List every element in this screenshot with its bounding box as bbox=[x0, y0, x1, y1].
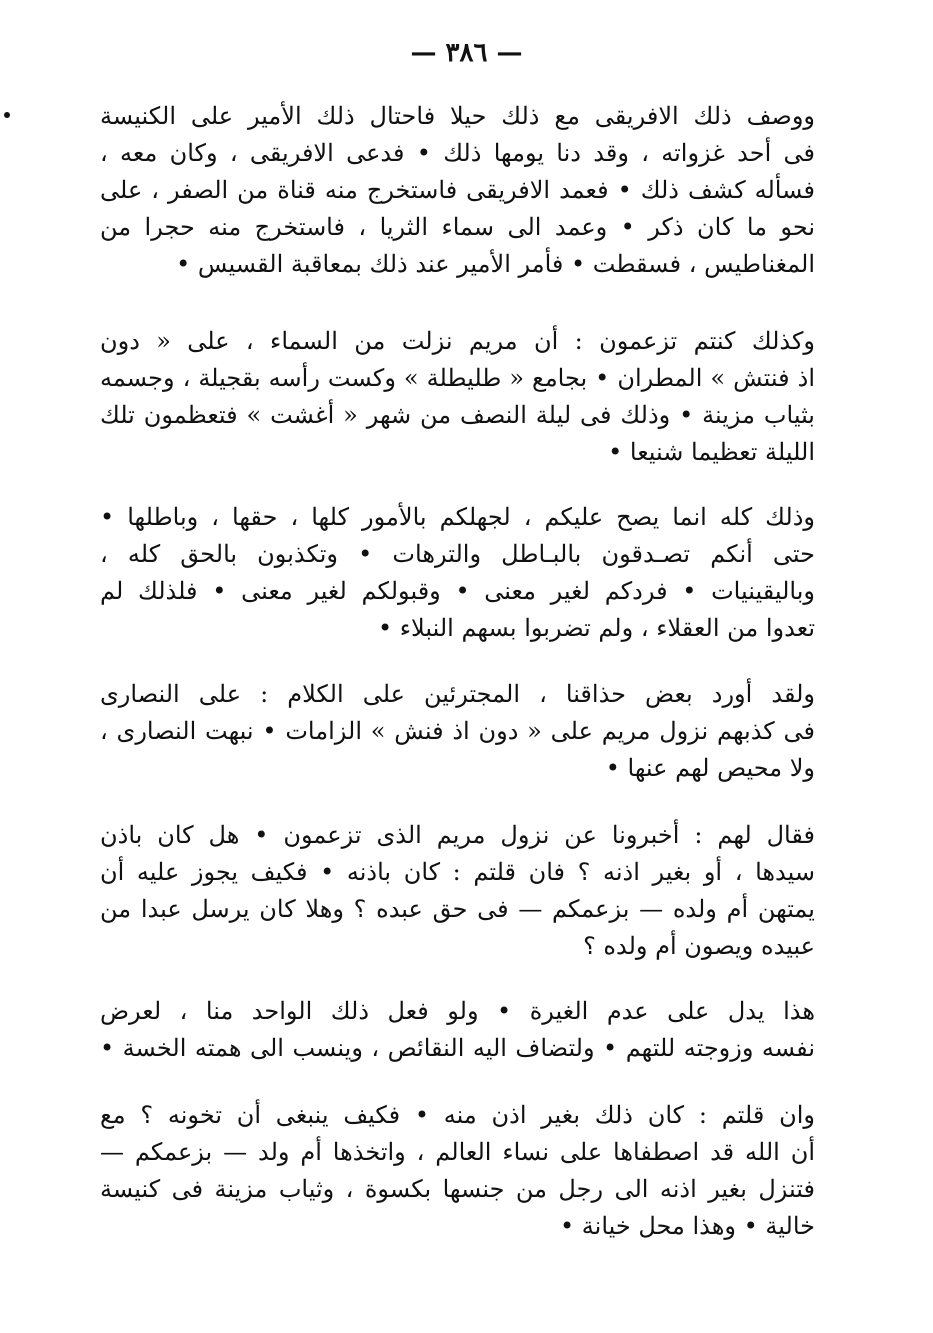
text-line: ووصف ذلك الافريقى مع ذلك حيلا فاحتال ذلك الأمير على الكنيسة bbox=[100, 102, 815, 130]
text-line: اذ فنتش » المطران • بجامع « طليطلة » وكست رأسه بقجيلة ، وجسمه bbox=[100, 364, 815, 392]
text-line: هذا يدل على عدم الغيرة • ولو فعل ذلك الواحد منا ، لعرض bbox=[100, 997, 815, 1025]
paragraph-5 bbox=[100, 817, 815, 965]
text-line: الليلة تعظيما شنيعا • bbox=[608, 438, 815, 466]
text-line: فى أحد غزواته ، وقد دنا يومها ذلك • فدعى الافريقى ، وكان معه ، bbox=[100, 139, 815, 167]
margin-mark bbox=[4, 112, 10, 118]
paragraph-3 bbox=[100, 499, 815, 647]
text-line: أن الله قد اصطفاها على نساء العالم ، واتخذها أم ولد — بزعمكم — bbox=[100, 1138, 815, 1166]
paragraph-7 bbox=[100, 1097, 815, 1245]
text-line: وكذلك كنتم تزعمون : أن مريم نزلت من السماء ، على « دون bbox=[100, 327, 815, 355]
text-line: فى كذبهم نزول مريم على « دون اذ فنش » الزامات • نبهت النصارى ، bbox=[100, 717, 815, 745]
text-line: وباليقينيات • فردكم لغير معنى • وقبولكم لغير معنى • فلذلك لم bbox=[100, 577, 815, 605]
text-line: يمتهن أم ولده — بزعمكم — فى حق عبده ؟ وهلا كان يرسل عبدا من bbox=[100, 895, 815, 923]
text-line: بثياب مزينة • وذلك فى ليلة النصف من شهر « أغشت » فتعظمون تلك bbox=[100, 401, 815, 429]
paragraph-2 bbox=[100, 323, 815, 471]
text-line: فسأله كشف ذلك • فعمد الافريقى فاستخرج منه قناة من الصفر ، على bbox=[100, 176, 815, 204]
text-line: فتنزل بغير اذنه الى رجل من جنسها بكسوة ، وثياب مزينة فى كنيسة bbox=[100, 1175, 815, 1203]
text-line: ولقد أورد بعض حذاقنا ، المجترئين على الكلام : على النصارى bbox=[100, 680, 815, 708]
text-line: ولا محيص لهم عنها • bbox=[605, 754, 815, 782]
paragraph-4 bbox=[100, 676, 815, 787]
page-number: — ٣٨٦ — bbox=[410, 38, 523, 68]
text-line: حتى أنكم تصـدقون بالبـاطل والترهات • وتكذبون بالحق كله ، bbox=[100, 540, 815, 568]
text-line: خالية • وهذا محل خيانة • bbox=[560, 1212, 815, 1240]
text-line: المغناطيس ، فسقطت • فأمر الأمير عند ذلك بمعاقبة القسيس • bbox=[176, 250, 815, 278]
text-line: عبيده ويصون أم ولده ؟ bbox=[583, 932, 815, 960]
paragraph-1 bbox=[100, 98, 815, 283]
text-line: سيدها ، أو بغير اذنه ؟ فان قلتم : كان باذنه • فكيف يجوز عليه أن bbox=[100, 858, 815, 886]
text-line: وذلك كله انما يصح عليكم ، لجهلكم بالأمور كلها ، حقها ، وباطلها • bbox=[100, 503, 815, 531]
text-line: وان قلتم : كان ذلك بغير اذن منه • فكيف ينبغى أن تخونه ؟ مع bbox=[100, 1101, 815, 1129]
text-line: نحو ما كان ذكر • وعمد الى سماء الثريا ، فاستخرج منه حجرا من bbox=[100, 213, 815, 241]
paragraph-6 bbox=[100, 993, 815, 1067]
text-line: نفسه وزوجته للتهم • ولتضاف اليه النقائص ، وينسب الى همته الخسة • bbox=[100, 1034, 815, 1062]
text-line: فقال لهم : أخبرونا عن نزول مريم الذى تزعمون • هل كان باذن bbox=[100, 821, 815, 849]
text-line: تعدوا من العقلاء ، ولم تضربوا بسهم النبلاء • bbox=[377, 614, 815, 642]
